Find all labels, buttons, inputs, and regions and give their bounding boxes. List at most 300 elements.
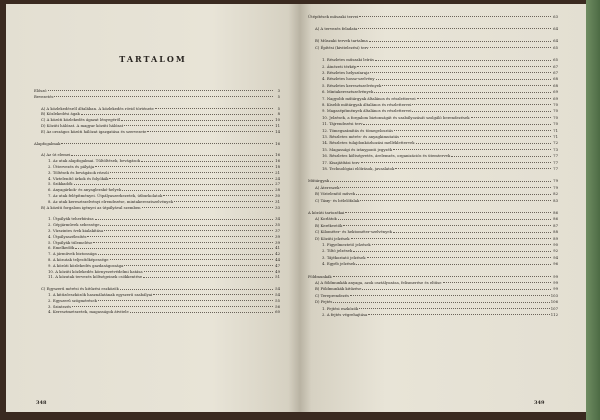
toc-entry-title: 5. Részletes keresztszelvények — [322, 82, 382, 88]
dot-leader — [120, 286, 273, 289]
toc-entry — [322, 261, 558, 266]
toc-entry — [48, 228, 280, 233]
toc-entry — [41, 129, 280, 134]
toc-entry-page: 67 — [553, 70, 558, 75]
toc-entry — [48, 263, 280, 268]
toc-entry-page: 79 — [553, 178, 558, 184]
toc-entry-page: 39 — [275, 239, 280, 245]
page-number: 348 — [36, 400, 47, 406]
dot-leader — [412, 102, 551, 105]
dot-leader — [54, 94, 273, 97]
dot-leader — [144, 269, 273, 272]
toc-entry-page: 5 — [277, 105, 280, 111]
toc-entry-title: 8. A közutak teljesítőképessége — [48, 257, 109, 262]
toc-entry-page: 27 — [275, 181, 280, 187]
toc-entry — [315, 26, 558, 31]
toc-entry-title: D) Közúti jelzések — [315, 235, 350, 241]
toc-entry-title: 14. Részletes tulajdonközhozási melléklettervek — [322, 140, 415, 146]
dot-leader — [98, 251, 273, 254]
toc-entry — [315, 280, 558, 285]
toc-entry-title: Műtárgyak — [308, 178, 330, 184]
toc-entry-page: 65 — [553, 44, 558, 50]
toc-entry-title: 3. Vízszintes ívek kialakítása — [48, 228, 104, 233]
toc-entry-title: C) A közúti közlekedés ágazat lényegéről — [41, 117, 121, 123]
toc-entry-title: Előszó — [34, 88, 47, 93]
toc-entry-page: 16 — [275, 158, 280, 164]
dot-leader — [338, 216, 551, 219]
toc-entry-page: 65 — [553, 57, 558, 63]
dot-leader — [368, 312, 549, 315]
toc-entry-title: 10. A közúti közlekedés környezetvédelmi hatása — [48, 268, 143, 274]
toc-entry-page: 30 — [275, 193, 280, 198]
toc-entry-title: B) Víztelenítő művek — [315, 191, 356, 197]
dot-leader — [95, 216, 273, 219]
dot-leader — [121, 117, 273, 120]
toc-entry — [315, 45, 558, 50]
toc-entry-title: 1. Útpályák teherbírása — [48, 216, 94, 222]
toc-entry-page: 18 — [275, 164, 280, 169]
toc-entry — [322, 242, 558, 247]
dot-leader — [358, 26, 551, 29]
toc-entry-title: 3. Részletes helyszínrajz — [322, 70, 370, 75]
toc-entry-page: 16 — [275, 152, 280, 158]
toc-entry — [308, 210, 558, 215]
toc-entry-title: 4. Részletes hossz-szelvény — [322, 76, 375, 82]
toc-entry-title: C) Tereprendezés — [315, 292, 349, 298]
toc-entry-title: A) Az út elemei — [41, 152, 71, 158]
toc-entry-page: 54 — [275, 292, 280, 297]
toc-entry-title: B) Közlekedési ágak — [41, 111, 80, 117]
toc-entry — [48, 298, 280, 303]
toc-entry-title: Bevezetés — [34, 93, 54, 99]
dot-leader — [109, 176, 273, 179]
dot-leader — [360, 198, 551, 201]
toc-entry-page: 86 — [553, 210, 558, 215]
toc-entry-title: D) Közúti hálózat. A magyar közúti hálózat — [41, 123, 124, 128]
toc-entry-page: 55 — [275, 297, 280, 303]
toc-entry-title: 18. Technológiai előírások, javaslatok — [322, 166, 395, 171]
toc-entry-title: C) Építési (kivitelezési) terv — [315, 44, 369, 50]
dot-leader — [343, 223, 551, 226]
toc-entry — [322, 76, 558, 81]
toc-entry-page: 14 — [275, 128, 280, 134]
toc-entry-page: 70 — [553, 108, 558, 114]
toc-entry-page: 70 — [553, 114, 558, 120]
toc-entry — [48, 187, 280, 192]
toc-entry-title: 7. Nagyobb műtárgyak általános és részlettervei — [322, 95, 416, 101]
toc-entry — [48, 251, 280, 256]
dot-leader — [361, 160, 551, 163]
toc-entry — [41, 106, 280, 111]
toc-entry — [41, 286, 280, 291]
toc-entry — [315, 229, 558, 234]
toc-entry-page: 107 — [550, 305, 558, 311]
toc-entry-title: A) A közlekedésről általában. A közlekedés rövid története — [41, 105, 154, 111]
dot-leader — [416, 140, 551, 143]
toc-entry-page: 79 — [553, 184, 558, 190]
toc-entry-page: 83 — [553, 197, 558, 203]
toc-entry — [41, 123, 280, 128]
dot-leader — [333, 274, 551, 277]
toc-entry-title: 8. Kisebb műtárgyak általános és részlettervei — [322, 102, 412, 107]
toc-entry-page: 21 — [275, 169, 280, 175]
page-title: TARTALOM — [119, 54, 187, 64]
toc-entry-title: E) Az országos közúti hálózat igazgatása és szervezete — [41, 128, 147, 134]
toc-entry-title: B) Földmunkák kitűzése — [315, 286, 362, 292]
toc-entry-page: 64 — [553, 38, 558, 44]
left-page — [6, 4, 300, 412]
dot-leader — [74, 181, 273, 184]
dot-leader — [153, 292, 273, 295]
toc-entry-page: 35 — [275, 222, 280, 228]
toc-entry — [315, 286, 558, 291]
toc-entry-title: 1. Az utak alapfogalmai. Tűltöltések, bevágások — [48, 158, 141, 164]
dot-leader — [356, 261, 551, 264]
toc-entry-title: 6. Mintakeresztszelvények — [322, 89, 374, 95]
toc-entry — [322, 147, 558, 152]
toc-entry-title: 4. Víztelenítő árkok és folyókák — [48, 175, 109, 181]
dot-leader — [357, 64, 551, 67]
toc-entry — [48, 170, 280, 175]
toc-entry-page: 82 — [553, 191, 558, 197]
toc-entry-page: 106 — [550, 299, 558, 305]
toc-entry-page: 67 — [553, 63, 558, 69]
dot-leader — [122, 187, 273, 190]
dot-leader — [417, 96, 551, 99]
dot-leader — [451, 153, 551, 156]
toc-entry-page: 41 — [275, 245, 280, 251]
toc-entry — [315, 216, 558, 221]
toc-entry-page: 86 — [553, 216, 558, 222]
toc-entry-page: 47 — [275, 262, 280, 268]
toc-entry — [322, 140, 558, 145]
dot-leader — [372, 242, 551, 245]
toc-entry-page: 49 — [275, 268, 280, 274]
dot-leader — [363, 121, 551, 124]
toc-entry — [48, 304, 280, 309]
toc-entry — [308, 178, 558, 183]
dot-leader — [147, 129, 273, 132]
toc-entry-page: 51 — [275, 274, 280, 280]
toc-entry-title: 16. Részletes költségvetés, árelemzés, organizációs és ütemtervek — [322, 153, 451, 159]
dot-leader — [359, 14, 551, 17]
toc-entry-title: A közúti tartozékai — [308, 210, 345, 215]
toc-entry — [48, 216, 280, 221]
toc-entry — [322, 83, 558, 88]
dot-leader — [72, 304, 273, 307]
dot-leader — [130, 309, 273, 312]
toc-entry-title: 11. Tájrendezési terv — [322, 121, 363, 127]
dot-leader — [400, 134, 551, 137]
toc-entry — [41, 111, 280, 116]
toc-entry — [41, 117, 280, 122]
toc-entry — [322, 134, 558, 139]
toc-entry-page: 54 — [275, 286, 280, 292]
toc-entry-page: 68 — [553, 76, 558, 82]
toc-entry — [41, 205, 280, 210]
dot-leader — [376, 76, 551, 79]
dot-leader — [174, 199, 273, 202]
toc-entry-title: 3. Tájékoztató jelzések — [322, 254, 366, 260]
toc-entry — [48, 164, 280, 169]
dot-leader — [71, 152, 273, 155]
toc-entry — [48, 274, 280, 279]
dot-leader — [393, 147, 551, 150]
toc-entry-title: B) Kerékvetők — [315, 222, 343, 228]
dot-leader — [330, 178, 551, 181]
dot-leader — [412, 108, 551, 111]
toc-entry-title: 7. Az utak felépítményei. Útpályaszerkezetek, útburkolatok — [48, 193, 163, 198]
dot-leader — [345, 210, 551, 213]
toc-entry-title: A) Átereszek — [315, 184, 340, 190]
dot-leader — [81, 111, 273, 114]
toc-entry-page: 8 — [277, 111, 280, 117]
toc-entry-title: 1. Részletes műszaki leírás — [322, 57, 374, 63]
toc-entry — [322, 108, 558, 113]
toc-entry-page: 5 — [277, 93, 280, 99]
toc-entry-page: 69 — [553, 95, 558, 101]
section-heading-title: Útépítések műszaki tervei — [308, 14, 359, 19]
dot-leader — [351, 236, 551, 239]
dot-leader — [110, 170, 273, 173]
toc-entry-title: 5. Útpályák túlemelése — [48, 239, 93, 245]
toc-entry-title: 6. Emelkedők — [48, 245, 75, 251]
toc-entry-title: 5. Szikkadók — [48, 181, 73, 187]
toc-entry-page: 24 — [275, 175, 280, 181]
dot-leader — [124, 123, 273, 126]
toc-entry-page: 92 — [553, 248, 558, 254]
toc-entry-title: C) Táму- és bélelőfalak — [315, 197, 360, 203]
toc-entry-page: 3 — [277, 88, 280, 93]
toc-entry-title: 6. Anyagárkok- és anyaglerakó-helyek — [48, 187, 122, 193]
toc-entry — [322, 64, 558, 69]
toc-entry-page: 44 — [275, 257, 280, 262]
toc-entry — [322, 153, 558, 158]
dot-leader — [356, 191, 551, 194]
toc-entry — [48, 240, 280, 245]
toc-entry — [48, 257, 280, 262]
toc-entry — [322, 115, 558, 120]
dot-leader — [369, 38, 551, 41]
toc-entry-page: 96 — [553, 261, 558, 267]
toc-entry-page: 87 — [553, 222, 558, 228]
toc-entry-title: C) Kilométer- és hektométer-szelvények — [315, 229, 392, 235]
toc-entry-page: 90 — [553, 242, 558, 247]
dot-leader — [393, 229, 551, 232]
toc-entry-title: 11. A közutak tervezés költségeinek csökkentése — [48, 274, 143, 280]
dot-leader — [61, 141, 273, 144]
toc-entry-title: 8. Az utak keresztszelvényi elrendezése, mintakeresztszelvények — [48, 198, 173, 204]
toc-entry-page: 73 — [553, 146, 558, 152]
toc-entry-title: 2. Tiltó jelzések — [322, 248, 353, 254]
toc-entry-page: 68 — [553, 82, 558, 88]
dot-leader — [340, 185, 551, 188]
toc-entry — [48, 234, 280, 239]
dot-leader — [143, 274, 273, 277]
toc-entry-page: 70 — [553, 102, 558, 107]
toc-entry-title: D) Fejtés — [315, 299, 333, 305]
toc-entry-page: 112 — [550, 312, 558, 317]
dot-leader — [100, 222, 273, 225]
dot-leader — [370, 70, 551, 73]
toc-entry-title: Földmunkák — [308, 273, 332, 279]
toc-entry-page: 33 — [275, 204, 280, 210]
toc-entry — [48, 245, 280, 250]
toc-entry-page: 103 — [550, 292, 558, 298]
dot-leader — [124, 263, 273, 266]
toc-entry-page: 72 — [553, 140, 558, 146]
toc-entry — [315, 38, 558, 43]
toc-entry-title: B) A közúti forgalom igényei az útpályával szemben — [41, 204, 141, 210]
toc-entry — [322, 166, 558, 171]
dot-leader — [362, 286, 551, 289]
dot-leader — [350, 293, 550, 296]
toc-entry-title: 2. A fejtés végrehajtása — [322, 312, 368, 317]
toc-entry — [322, 96, 558, 101]
toc-entry-page: 99 — [553, 273, 558, 279]
toc-entry-page: 60 — [275, 309, 280, 315]
toc-entry — [315, 185, 558, 190]
toc-entry-title: 4. Keresztmetszetek, magasságok átvitele — [48, 309, 129, 315]
dot-leader — [48, 88, 273, 91]
dot-leader — [370, 45, 551, 48]
toc-entry-page: 11 — [275, 123, 280, 128]
dot-leader — [142, 205, 273, 208]
toc-entry — [34, 141, 280, 146]
dot-leader — [141, 158, 273, 161]
toc-entry — [322, 70, 558, 75]
toc-entry — [315, 191, 558, 196]
toc-entry — [322, 128, 558, 133]
toc-entry-page: 77 — [553, 159, 558, 165]
dot-leader — [443, 280, 552, 283]
toc-entry — [48, 158, 280, 163]
toc-entry-page: 77 — [553, 166, 558, 171]
dot-leader — [353, 248, 551, 251]
toc-entry-page: 28 — [275, 187, 280, 193]
page-number: 349 — [534, 400, 545, 406]
dot-leader — [104, 228, 273, 231]
dot-leader — [95, 164, 273, 167]
toc-entry-page: 94 — [553, 254, 558, 260]
toc-entry-page: 99 — [553, 280, 558, 285]
dot-leader — [110, 257, 273, 260]
toc-entry-title: 2. Úttervezés és pályája — [48, 164, 95, 169]
toc-entry — [34, 94, 280, 99]
toc-entry — [34, 88, 280, 93]
dot-leader — [163, 193, 273, 196]
toc-entry-title: A) A tervezés feladata — [315, 26, 358, 31]
toc-entry-title: 4. Útpályaszélesítés — [48, 233, 87, 239]
toc-entry — [48, 199, 280, 204]
toc-entry-title: 7. A járművek biztonsága — [48, 251, 97, 257]
dot-leader — [98, 298, 273, 301]
toc-entry-title: 17. Kisajátítási terv — [322, 159, 360, 165]
right-page — [300, 4, 586, 412]
toc-entry — [322, 121, 558, 126]
toc-entry — [322, 255, 558, 260]
toc-entry — [315, 299, 558, 304]
section-heading-page: 63 — [553, 14, 558, 19]
toc-entry-title: 4. Egyéb jelzések — [322, 261, 356, 267]
dot-leader — [382, 83, 551, 86]
dot-leader — [394, 128, 551, 131]
dot-leader — [395, 166, 551, 169]
dot-leader — [375, 57, 551, 60]
toc-entry-title: 1. A kitűzőeszközök használatának egyszerű szabályai — [48, 292, 153, 297]
toc-entry — [322, 102, 558, 107]
toc-entry-title: 13. Részletes mérés- és anyagkimutatás — [322, 134, 400, 139]
toc-entry-page: 10 — [275, 117, 280, 123]
toc-entry-page: 34 — [275, 216, 280, 222]
toc-entry-title: 2. Átnézeti térkép — [322, 63, 357, 69]
toc-entry — [48, 292, 280, 297]
toc-entry — [48, 176, 280, 181]
toc-entry — [322, 89, 558, 94]
toc-entry-title: 2. Egyszerű szögmérések — [48, 297, 97, 303]
toc-entry-title: A) Korlátok — [315, 216, 337, 222]
toc-entry-page: 37 — [275, 228, 280, 233]
toc-entry-page: 77 — [553, 153, 558, 159]
toc-entry — [322, 306, 558, 311]
toc-entry-title: 3. Szintezés — [48, 303, 72, 309]
toc-entry-page: 99 — [553, 286, 558, 292]
toc-entry-title: 15. Magassági és irányponti jegyzék — [322, 146, 393, 152]
section-heading — [308, 14, 558, 19]
toc-entry — [48, 269, 280, 274]
toc-entry — [315, 293, 558, 298]
toc-entry — [41, 152, 280, 157]
toc-entry — [315, 236, 558, 241]
dot-leader — [155, 106, 273, 109]
toc-entry-title: 3. Töltések és bevágások rézsűi — [48, 169, 109, 175]
toc-entry-title: C) Egyszerű mérési és kitűzési eszközök — [41, 286, 119, 292]
toc-entry-page: 42 — [275, 251, 280, 257]
toc-entry — [48, 181, 280, 186]
dot-leader — [75, 245, 273, 248]
dot-leader — [471, 115, 551, 118]
toc-entry-title: 9. Magasépítmények általános és részlettervei — [322, 108, 412, 114]
dot-leader — [367, 255, 551, 258]
dot-leader — [93, 240, 273, 243]
toc-entry-title: 12. Tömegszámítás és tömegelosztás — [322, 127, 394, 133]
toc-entry — [315, 198, 558, 203]
toc-entry-title: 9. A közúti közlekedés gazdaságossága — [48, 262, 124, 268]
dot-leader — [374, 89, 551, 92]
dot-leader — [87, 234, 273, 237]
toc-entry-page: 39 — [275, 233, 280, 239]
toc-entry-page: 64 — [553, 26, 558, 31]
toc-entry — [48, 222, 280, 227]
dot-leader — [359, 306, 550, 309]
toc-entry — [48, 193, 280, 198]
toc-entry — [322, 57, 558, 62]
toc-entry-page: 89 — [553, 235, 558, 241]
toc-entry-page: 56 — [275, 303, 280, 309]
toc-entry-page: 70 — [553, 121, 558, 127]
toc-entry-page: 69 — [553, 89, 558, 95]
toc-entry-page: 71 — [553, 134, 558, 139]
toc-entry — [308, 274, 558, 279]
toc-entry — [48, 309, 280, 314]
toc-entry-page: 31 — [275, 198, 280, 204]
toc-entry — [322, 312, 558, 317]
toc-entry-title: B) Műszaki tervek tartalma — [315, 38, 368, 44]
toc-entry-title: Alapfogalmak — [34, 140, 61, 146]
toc-entry-title: 2. Gépjárművek sebessége — [48, 222, 100, 228]
toc-entry-page: 16 — [275, 140, 280, 146]
toc-entry-page: 88 — [553, 229, 558, 235]
